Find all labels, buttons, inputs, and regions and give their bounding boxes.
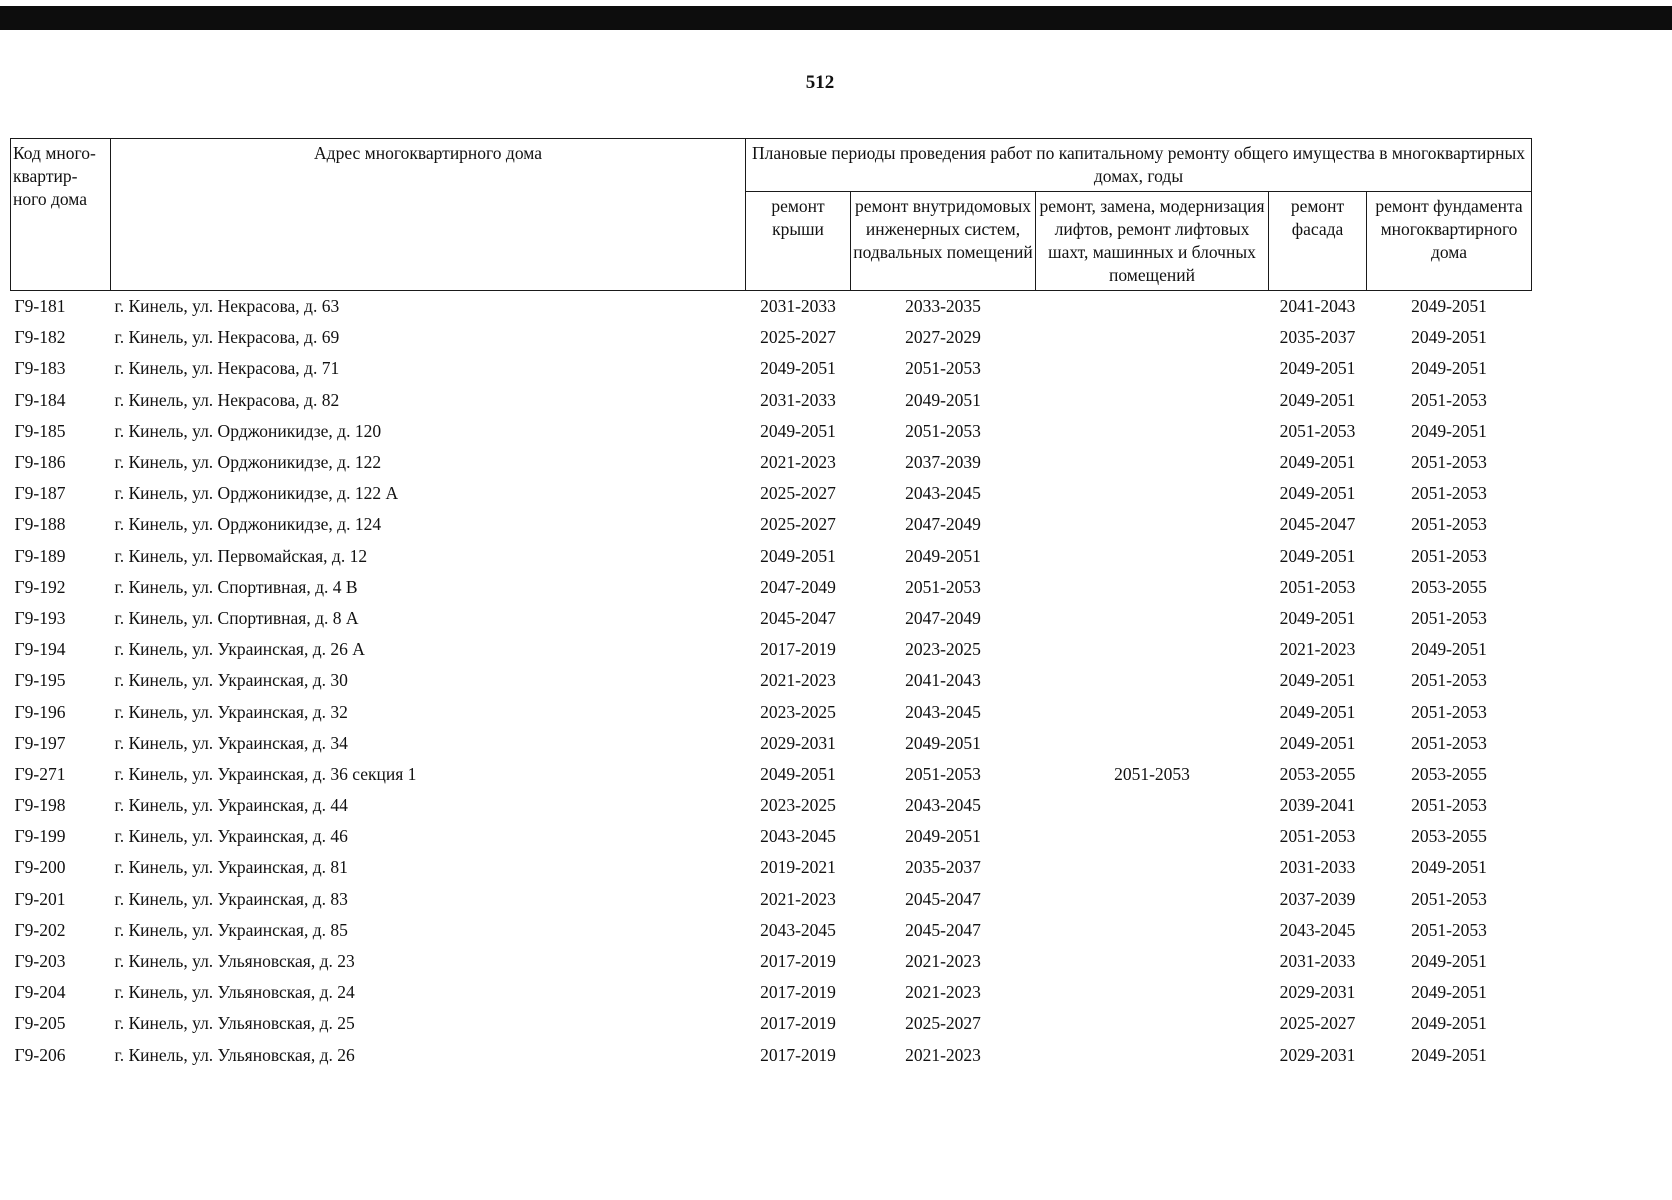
table-row [11, 977, 1532, 1008]
header-group-periods: Плановые периоды проведения работ по капитальному ремонту общего имущества в многоквартирных домах, годы [746, 139, 1532, 192]
row-roof-period: 2017-2019 [760, 1013, 836, 1034]
row-engineering-period: 2045-2047 [905, 919, 981, 940]
row-facade-period: 2053-2055 [1279, 763, 1356, 784]
table-row [11, 572, 1532, 603]
row-address: г. Кинель, ул. Ульяновская, д. 23 [114, 951, 355, 972]
table-row [11, 509, 1532, 540]
table-row [11, 541, 1532, 572]
row-address: г. Кинель, ул. Украинская, д. 85 [114, 919, 348, 940]
row-roof-period: 2017-2019 [760, 639, 836, 660]
row-code: Г9-183 [14, 358, 66, 379]
row-facade-period: 2049-2051 [1279, 732, 1356, 753]
row-foundation-period: 2049-2051 [1411, 296, 1487, 317]
table-row [11, 1040, 1532, 1071]
table-row [11, 884, 1532, 915]
row-engineering-period: 2021-2023 [905, 1044, 981, 1065]
row-roof-period: 2043-2045 [760, 826, 836, 847]
row-code: Г9-182 [14, 327, 66, 348]
row-code: Г9-193 [14, 607, 66, 628]
table-row [11, 291, 1532, 323]
row-lift-period [1036, 478, 1269, 509]
row-code: Г9-198 [14, 795, 66, 816]
row-facade-period: 2043-2045 [1279, 919, 1356, 940]
row-engineering-period: 2041-2043 [905, 670, 981, 691]
row-roof-period: 2021-2023 [760, 670, 836, 691]
table-row [11, 790, 1532, 821]
row-engineering-period: 2043-2045 [905, 795, 981, 816]
row-engineering-period: 2027-2029 [905, 327, 981, 348]
row-address: г. Кинель, ул. Некрасова, д. 71 [114, 358, 340, 379]
row-foundation-period: 2051-2053 [1411, 732, 1487, 753]
table-row [11, 353, 1532, 384]
row-lift-period [1036, 541, 1269, 572]
row-lift-period [1036, 385, 1269, 416]
row-engineering-period: 2045-2047 [905, 888, 981, 909]
row-roof-period: 2021-2023 [760, 888, 836, 909]
row-lift-period [1036, 884, 1269, 915]
table-row [11, 696, 1532, 727]
header-address: Адрес многоквартирного дома [111, 139, 746, 291]
row-foundation-period: 2051-2053 [1411, 795, 1487, 816]
header-lift: ремонт, замена, модернизация лифтов, ремонт лифтовых шахт, машинных и блочных помещений [1036, 192, 1269, 291]
row-facade-period: 2051-2053 [1279, 576, 1356, 597]
row-facade-period: 2049-2051 [1279, 607, 1356, 628]
row-address: г. Кинель, ул. Орджоникидзе, д. 122 А [114, 483, 399, 504]
row-lift-period [1036, 1040, 1269, 1071]
row-lift-period [1036, 790, 1269, 821]
row-foundation-period: 2051-2053 [1411, 607, 1487, 628]
table-row [11, 915, 1532, 946]
row-lift-period: 2051-2053 [1114, 763, 1190, 784]
row-foundation-period: 2051-2053 [1411, 389, 1487, 410]
table-row [11, 759, 1532, 790]
row-roof-period: 2049-2051 [760, 545, 836, 566]
row-code: Г9-189 [14, 545, 66, 566]
row-lift-period [1036, 946, 1269, 977]
row-lift-period [1036, 447, 1269, 478]
row-engineering-period: 2021-2023 [905, 982, 981, 1003]
row-lift-period [1036, 291, 1269, 323]
row-address: г. Кинель, ул. Ульяновская, д. 24 [114, 982, 355, 1003]
row-facade-period: 2031-2033 [1279, 951, 1356, 972]
row-foundation-period: 2049-2051 [1411, 857, 1487, 878]
table-row [11, 416, 1532, 447]
row-roof-period: 2049-2051 [760, 420, 836, 441]
row-address: г. Кинель, ул. Некрасова, д. 63 [114, 296, 340, 317]
row-lift-period [1036, 572, 1269, 603]
row-code: Г9-199 [14, 826, 66, 847]
row-foundation-period: 2051-2053 [1411, 452, 1487, 473]
row-facade-period: 2049-2051 [1279, 452, 1356, 473]
row-facade-period: 2049-2051 [1279, 545, 1356, 566]
header-facade: ремонт фасада [1269, 192, 1367, 291]
table-row [11, 385, 1532, 416]
row-foundation-period: 2051-2053 [1411, 670, 1487, 691]
row-code: Г9-187 [14, 483, 66, 504]
row-address: г. Кинель, ул. Украинская, д. 81 [114, 857, 348, 878]
row-address: г. Кинель, ул. Ульяновская, д. 25 [114, 1013, 355, 1034]
row-address: г. Кинель, ул. Украинская, д. 83 [114, 888, 348, 909]
row-foundation-period: 2051-2053 [1411, 888, 1487, 909]
row-foundation-period: 2049-2051 [1411, 327, 1487, 348]
row-engineering-period: 2021-2023 [905, 951, 981, 972]
row-facade-period: 2029-2031 [1279, 982, 1356, 1003]
row-lift-period [1036, 852, 1269, 883]
row-address: г. Кинель, ул. Некрасова, д. 69 [114, 327, 340, 348]
row-roof-period: 2025-2027 [760, 327, 836, 348]
table-row [11, 634, 1532, 665]
row-engineering-period: 2023-2025 [905, 639, 981, 660]
row-code: Г9-188 [14, 514, 66, 535]
row-foundation-period: 2049-2051 [1411, 1013, 1487, 1034]
row-lift-period [1036, 696, 1269, 727]
header-roof: ремонт крыши [746, 192, 851, 291]
header-foundation: ремонт фундамента многоквартирного дома [1367, 192, 1532, 291]
table-row [11, 852, 1532, 883]
row-address: г. Кинель, ул. Украинская, д. 34 [114, 732, 348, 753]
table-row [11, 665, 1532, 696]
row-address: г. Кинель, ул. Украинская, д. 46 [114, 826, 348, 847]
row-engineering-period: 2049-2051 [905, 732, 981, 753]
scan-top-bar [0, 6, 1672, 30]
row-facade-period: 2031-2033 [1279, 857, 1356, 878]
row-code: Г9-195 [14, 670, 66, 691]
row-code: Г9-205 [14, 1013, 66, 1034]
row-lift-period [1036, 416, 1269, 447]
row-code: Г9-200 [14, 857, 66, 878]
row-foundation-period: 2051-2053 [1411, 545, 1487, 566]
row-foundation-period: 2049-2051 [1411, 1044, 1487, 1065]
row-roof-period: 2025-2027 [760, 514, 836, 535]
row-roof-period: 2043-2045 [760, 919, 836, 940]
row-engineering-period: 2043-2045 [905, 701, 981, 722]
row-lift-period [1036, 821, 1269, 852]
row-roof-period: 2017-2019 [760, 1044, 836, 1065]
row-foundation-period: 2051-2053 [1411, 701, 1487, 722]
row-address: г. Кинель, ул. Первомайская, д. 12 [114, 545, 368, 566]
row-facade-period: 2039-2041 [1279, 795, 1356, 816]
row-code: Г9-181 [14, 296, 66, 317]
row-foundation-period: 2049-2051 [1411, 358, 1487, 379]
table-row [11, 447, 1532, 478]
page-number: 512 [805, 72, 835, 93]
row-roof-period: 2017-2019 [760, 982, 836, 1003]
row-engineering-period: 2025-2027 [905, 1013, 981, 1034]
row-engineering-period: 2033-2035 [905, 296, 981, 317]
table-header [11, 139, 1532, 291]
row-lift-period [1036, 509, 1269, 540]
row-code: Г9-184 [14, 389, 66, 410]
row-roof-period: 2031-2033 [760, 389, 836, 410]
row-facade-period: 2049-2051 [1279, 358, 1356, 379]
header-code: Код много-квартир-ного дома [11, 139, 111, 291]
row-facade-period: 2051-2053 [1279, 420, 1356, 441]
table-row [11, 478, 1532, 509]
row-address: г. Кинель, ул. Украинская, д. 32 [114, 701, 348, 722]
row-facade-period: 2049-2051 [1279, 701, 1356, 722]
row-code: Г9-271 [14, 763, 66, 784]
row-lift-period [1036, 603, 1269, 634]
row-foundation-period: 2049-2051 [1411, 420, 1487, 441]
row-roof-period: 2049-2051 [760, 358, 836, 379]
table-row [11, 603, 1532, 634]
row-engineering-period: 2047-2049 [905, 607, 981, 628]
row-facade-period: 2035-2037 [1279, 327, 1356, 348]
row-code: Г9-201 [14, 888, 66, 909]
row-address: г. Кинель, ул. Спортивная, д. 4 В [114, 576, 358, 597]
row-foundation-period: 2051-2053 [1411, 919, 1487, 940]
row-engineering-period: 2051-2053 [905, 576, 981, 597]
row-facade-period: 2021-2023 [1279, 639, 1356, 660]
row-address: г. Кинель, ул. Украинская, д. 44 [114, 795, 348, 816]
row-facade-period: 2041-2043 [1279, 296, 1356, 317]
row-code: Г9-204 [14, 982, 66, 1003]
row-facade-period: 2049-2051 [1279, 483, 1356, 504]
row-facade-period: 2049-2051 [1279, 389, 1356, 410]
row-roof-period: 2029-2031 [760, 732, 836, 753]
table-row [11, 728, 1532, 759]
row-engineering-period: 2037-2039 [905, 452, 981, 473]
row-roof-period: 2047-2049 [760, 576, 836, 597]
row-foundation-period: 2053-2055 [1411, 826, 1487, 847]
row-engineering-period: 2051-2053 [905, 763, 981, 784]
repair-schedule-table [10, 138, 1532, 1071]
row-lift-period [1036, 728, 1269, 759]
row-roof-period: 2031-2033 [760, 296, 836, 317]
row-engineering-period: 2043-2045 [905, 483, 981, 504]
row-address: г. Кинель, ул. Украинская, д. 30 [114, 670, 348, 691]
row-roof-period: 2021-2023 [760, 452, 836, 473]
row-lift-period [1036, 915, 1269, 946]
row-roof-period: 2023-2025 [760, 701, 836, 722]
row-code: Г9-197 [14, 732, 66, 753]
row-engineering-period: 2049-2051 [905, 826, 981, 847]
row-foundation-period: 2049-2051 [1411, 982, 1487, 1003]
row-engineering-period: 2049-2051 [905, 545, 981, 566]
row-facade-period: 2051-2053 [1279, 826, 1356, 847]
row-address: г. Кинель, ул. Орджоникидзе, д. 122 [114, 452, 382, 473]
row-lift-period [1036, 665, 1269, 696]
row-foundation-period: 2049-2051 [1411, 639, 1487, 660]
row-lift-period [1036, 634, 1269, 665]
row-roof-period: 2017-2019 [760, 951, 836, 972]
row-address: г. Кинель, ул. Ульяновская, д. 26 [114, 1044, 355, 1065]
row-lift-period [1036, 1008, 1269, 1039]
row-address: г. Кинель, ул. Украинская, д. 26 А [114, 639, 365, 660]
row-address: г. Кинель, ул. Орджоникидзе, д. 124 [114, 514, 382, 535]
row-lift-period [1036, 977, 1269, 1008]
row-engineering-period: 2047-2049 [905, 514, 981, 535]
row-foundation-period: 2049-2051 [1411, 951, 1487, 972]
table-row [11, 821, 1532, 852]
row-roof-period: 2025-2027 [760, 483, 836, 504]
row-code: Г9-196 [14, 701, 66, 722]
table-row [11, 322, 1532, 353]
row-code: Г9-202 [14, 919, 66, 940]
row-foundation-period: 2053-2055 [1411, 763, 1487, 784]
row-code: Г9-206 [14, 1044, 66, 1065]
row-address: г. Кинель, ул. Орджоникидзе, д. 120 [114, 420, 382, 441]
row-code: Г9-194 [14, 639, 66, 660]
row-facade-period: 2037-2039 [1279, 888, 1356, 909]
row-lift-period [1036, 353, 1269, 384]
row-address: г. Кинель, ул. Украинская, д. 36 секция 1 [114, 763, 417, 784]
row-engineering-period: 2051-2053 [905, 358, 981, 379]
row-roof-period: 2019-2021 [760, 857, 836, 878]
row-engineering-period: 2035-2037 [905, 857, 981, 878]
row-code: Г9-192 [14, 576, 66, 597]
row-facade-period: 2045-2047 [1279, 514, 1356, 535]
table-row [11, 946, 1532, 977]
row-engineering-period: 2049-2051 [905, 389, 981, 410]
row-address: г. Кинель, ул. Некрасова, д. 82 [114, 389, 340, 410]
row-code: Г9-186 [14, 452, 66, 473]
row-foundation-period: 2051-2053 [1411, 483, 1487, 504]
row-lift-period [1036, 322, 1269, 353]
row-address: г. Кинель, ул. Спортивная, д. 8 А [114, 607, 359, 628]
row-code: Г9-203 [14, 951, 66, 972]
header-engineering: ремонт внутридомовых инженерных систем, подвальных помещений [851, 192, 1036, 291]
row-roof-period: 2045-2047 [760, 607, 836, 628]
table-body [11, 291, 1532, 1071]
row-engineering-period: 2051-2053 [905, 420, 981, 441]
row-facade-period: 2025-2027 [1279, 1013, 1356, 1034]
row-facade-period: 2049-2051 [1279, 670, 1356, 691]
row-foundation-period: 2053-2055 [1411, 576, 1487, 597]
row-roof-period: 2049-2051 [760, 763, 836, 784]
row-code: Г9-185 [14, 420, 66, 441]
row-roof-period: 2023-2025 [760, 795, 836, 816]
row-facade-period: 2029-2031 [1279, 1044, 1356, 1065]
row-foundation-period: 2051-2053 [1411, 514, 1487, 535]
table-row [11, 1008, 1532, 1039]
